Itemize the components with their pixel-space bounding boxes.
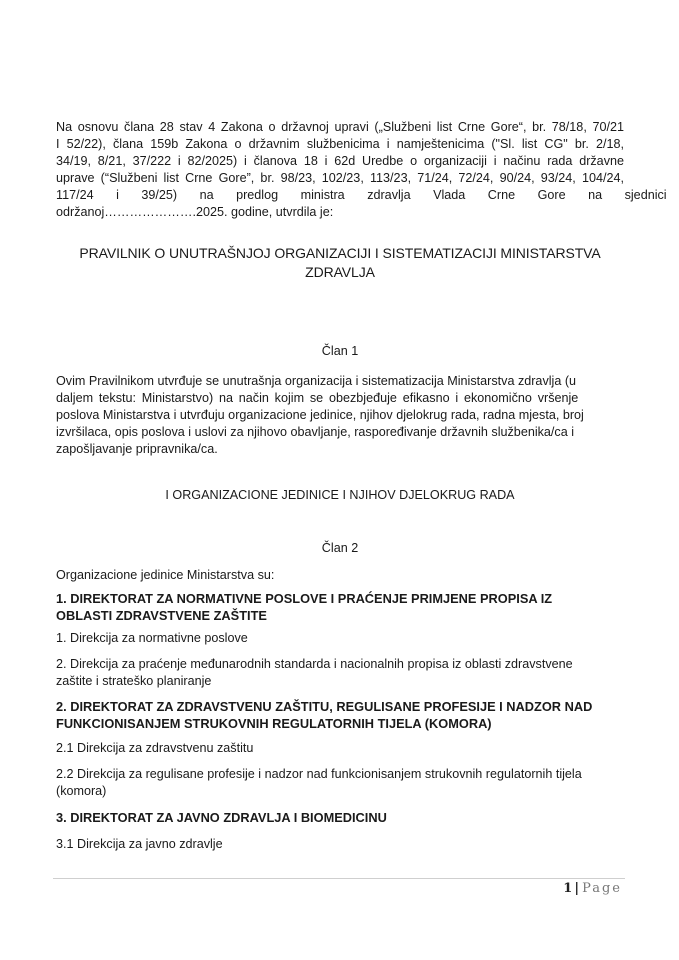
preamble-line: Na osnovu člana 28 stav 4 Zakona o državnoj upravi („Službeni list Crne Gore“, br. 78/18, 70/21 bbox=[56, 120, 624, 134]
unit-line: 2.2 Direkcija za regulisane profesije i nadzor nad funkcionisanjem strukovnih regulatornih tijela bbox=[56, 767, 582, 781]
directorate-3-unit-1 bbox=[56, 836, 624, 853]
directorate-3-title bbox=[56, 809, 624, 826]
preamble-line: I 52/22), člana 159b Zakona o državnim službenicima i namještenicima ("Sl. list CG" br. 2/18, bbox=[56, 137, 624, 151]
article-1-paragraph bbox=[56, 373, 624, 458]
page-label: Page bbox=[582, 881, 622, 896]
preamble-line: 34/19, 8/21, 37/222 i 82/2025) i članova 18 i 62d Uredbe o organizaciji i načinu rada državne bbox=[56, 154, 624, 168]
article-1-line: zapošljavanje pripravnika/ca. bbox=[56, 442, 218, 456]
section-heading: I ORGANIZACIONE JEDINICE I NJIHOV DJELOKRUG RADA bbox=[165, 488, 515, 502]
document-title-line-2: ZDRAVLJA bbox=[305, 264, 375, 280]
preamble-line: 117/24 i 39/25) na predlog ministra zdravlja Vlada Crne Gore na sjednici bbox=[56, 188, 667, 202]
unit-line: 2. Direkcija za praćenje međunarodnih standarda i nacionalnih propisa iz oblasti zdravstvene bbox=[56, 657, 573, 671]
directorate-title-line: 1. DIREKTORAT ZA NORMATIVNE POSLOVE I PRAĆENJE PRIMJENE PROPISA IZ bbox=[56, 591, 553, 606]
directorate-1-unit-1 bbox=[56, 630, 624, 647]
directorate-2-title bbox=[56, 698, 624, 732]
unit-line: zaštite i strateško planiranje bbox=[56, 674, 212, 688]
directorate-1-unit-2 bbox=[56, 656, 624, 690]
page-number: 1 bbox=[563, 881, 573, 896]
directorate-title-line: FUNKCIONISANJEM STRUKOVNIH REGULATORNIH TIJELA (KOMORA) bbox=[56, 716, 492, 731]
footer-divider bbox=[53, 878, 625, 879]
article-1-line: poslova Ministarstva i utvrđuju organizacione jedinice, njihov djelokrug rada, radna mjesta, broj bbox=[56, 408, 584, 422]
unit-line: (komora) bbox=[56, 784, 107, 798]
unit-line: 1. Direkcija za normativne poslove bbox=[56, 631, 248, 645]
page-number-footer bbox=[563, 881, 622, 896]
article-2-heading: Član 2 bbox=[321, 541, 359, 555]
article-1-line: Ovim Pravilnikom utvrđuje se unutrašnja organizacija i sistematizacija Ministarstva zdravlja (u bbox=[56, 374, 577, 388]
document-title bbox=[56, 244, 624, 282]
article-1-line: izvršilaca, opis poslova i uslovi za njihovo obavljanje, raspoređivanje državnih službenika/ca i bbox=[56, 425, 575, 439]
preamble-paragraph bbox=[56, 119, 667, 221]
directorate-title-line: 3. DIREKTORAT ZA JAVNO ZDRAVLJA I BIOMEDICINU bbox=[56, 810, 387, 825]
document-title-line-1: PRAVILNIK O UNUTRAŠNJOJ ORGANIZACIJI I SISTEMATIZACIJI MINISTARSTVA bbox=[79, 245, 601, 261]
directorate-title-line: OBLASTI ZDRAVSTVENE ZAŠTITE bbox=[56, 608, 267, 623]
directorate-1-title bbox=[56, 590, 624, 624]
directorate-2-unit-2 bbox=[56, 766, 624, 800]
directorate-2-unit-1 bbox=[56, 740, 624, 757]
page-separator: | bbox=[574, 881, 580, 896]
preamble-line: održanoj………………….2025. godine, utvrdila je: bbox=[56, 205, 334, 219]
article-1-line: daljem tekstu: Ministarstvo) na način kojim se obezbjeđuje efikasno i ekonomično vršenje bbox=[56, 391, 579, 405]
directorate-title-line: 2. DIREKTORAT ZA ZDRAVSTVENU ZAŠTITU, REGULISANE PROFESIJE I NADZOR NAD bbox=[56, 699, 593, 714]
unit-line: 2.1 Direkcija za zdravstvenu zaštitu bbox=[56, 741, 254, 755]
article-2-intro: Organizacione jedinice Ministarstva su: bbox=[56, 568, 275, 582]
preamble-line: uprave (“Službeni list Crne Gore”, br. 98/23, 102/23, 113/23, 71/24, 72/24, 90/24, 93/24, 104/24, bbox=[56, 171, 624, 185]
unit-line: 3.1 Direkcija za javno zdravlje bbox=[56, 837, 223, 851]
article-1-heading: Član 1 bbox=[321, 344, 359, 358]
